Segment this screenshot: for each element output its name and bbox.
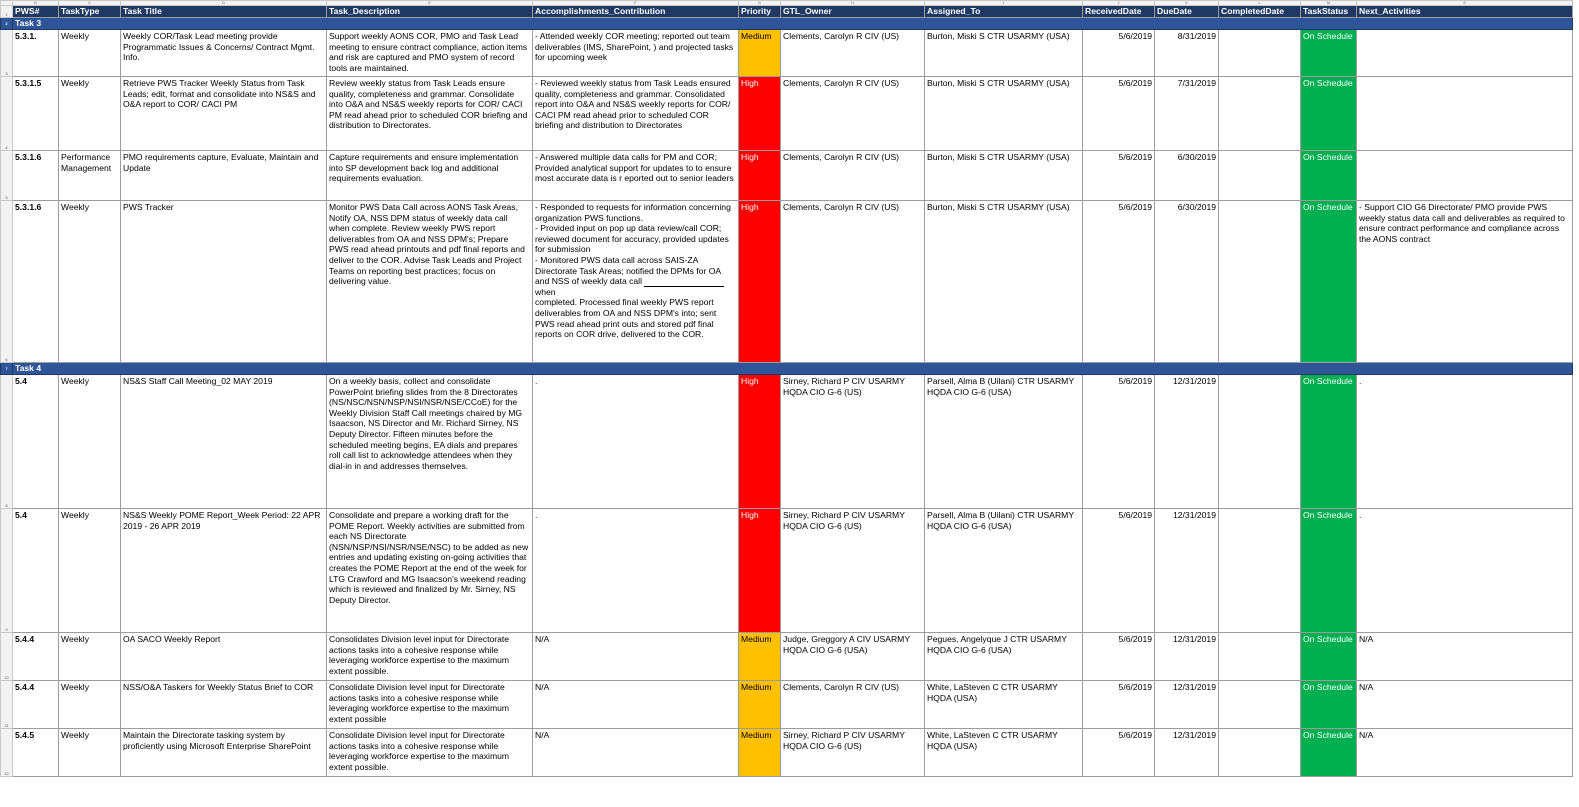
cell-assigned-to[interactable]: Parsell, Alma B (Uilani) CTR USARMY HQDA CIO G-6 (USA) [925,509,1083,633]
row-number[interactable]: 2 [1,18,13,30]
cell-due-date[interactable]: 12/31/2019 [1155,375,1219,509]
cell-gtl-owner[interactable]: Judge, Greggory A CIV USARMY HQDA CIO G-6 (USA) [781,633,925,681]
cell-completed-date[interactable] [1219,375,1301,509]
row-number[interactable]: 10 [1,633,13,681]
cell-tasktype[interactable]: Weekly [59,375,121,509]
cell-assigned-to[interactable]: Burton, Miski S CTR USARMY (USA) [925,30,1083,77]
cell-task-title[interactable]: NS&S Staff Call Meeting_02 MAY 2019 [121,375,327,509]
row-number[interactable]: 3 [1,30,13,77]
row-number[interactable]: 1 [1,6,13,18]
cell-task-title[interactable]: PMO requirements capture, Evaluate, Maintain and Update [121,151,327,201]
cell-task-status[interactable]: On Schedule [1301,729,1357,777]
table-row [1,681,1573,729]
cell-task-status[interactable]: On Schedule [1301,201,1357,363]
cell-next-activities[interactable]: . [1357,509,1573,633]
cell-due-date[interactable]: 7/31/2019 [1155,77,1219,151]
column-letter[interactable]: J [1083,1,1155,6]
cell-accomplishments[interactable]: N/A [533,681,739,729]
accomplishments-text: when [535,286,556,297]
cell-next-activities[interactable] [1357,30,1573,77]
column-letter[interactable]: H [781,1,925,6]
header-completed-date[interactable]: CompletedDate [1219,6,1301,18]
cell-accomplishments[interactable]: . [533,509,739,633]
section-row-task4 [1,363,1573,375]
header-due-date[interactable]: DueDate [1155,6,1219,18]
cell-due-date[interactable]: 12/31/2019 [1155,681,1219,729]
cell-completed-date[interactable] [1219,509,1301,633]
cell-accomplishments[interactable]: N/A [533,633,739,681]
cell-accomplishments[interactable]: N/A [533,729,739,777]
cell-received-date[interactable]: 5/6/2019 [1083,375,1155,509]
cell-tasktype[interactable]: Performance Management [59,151,121,201]
cell-assigned-to[interactable]: Burton, Miski S CTR USARMY (USA) [925,151,1083,201]
accomplishments-text: - Responded to requests for information concerning organization PWS functions. - Provided input on pop up data review/call COR; reviewed document for accuracy, provided updates for submission - Monitored PWS data call across SAIS-ZA Directorate Task Areas; notified the DPMs for OA and NSS of weekly data call [535,202,731,287]
cell-completed-date[interactable] [1219,77,1301,151]
cell-next-activities[interactable] [1357,77,1573,151]
cell-gtl-owner[interactable]: Sirney, Richard P CIV USARMY HQDA CIO G-6 (US) [781,375,925,509]
table-row [1,633,1573,681]
row-number[interactable]: 6 [1,201,13,363]
cell-tasktype[interactable]: Weekly [59,729,121,777]
cell-task-description[interactable]: Consolidate Division level input for Directorate actions tasks into a cohesive response while leveraging workforce expertise to the maximum extent possible [327,681,533,729]
underline-blank [644,278,724,287]
cell-due-date[interactable]: 8/31/2019 [1155,30,1219,77]
cell-assigned-to[interactable]: Parsell, Alma B (Uilani) CTR USARMY HQDA CIO G-6 (USA) [925,375,1083,509]
cell-assigned-to[interactable]: White, LaSteven C CTR USARMY HQDA (USA) [925,681,1083,729]
cell-received-date[interactable]: 5/6/2019 [1083,681,1155,729]
cell-completed-date[interactable] [1219,633,1301,681]
cell-received-date[interactable]: 5/6/2019 [1083,151,1155,201]
cell-received-date[interactable]: 5/6/2019 [1083,633,1155,681]
cell-priority[interactable]: Medium [739,729,781,777]
cell-accomplishments[interactable] [533,201,739,363]
cell-next-activities[interactable]: N/A [1357,681,1573,729]
cell-assigned-to[interactable]: White, LaSteven C CTR USARMY HQDA (USA) [925,729,1083,777]
cell-due-date[interactable]: 12/31/2019 [1155,729,1219,777]
row-number[interactable]: 7 [1,363,13,375]
cell-pws[interactable]: 5.4.4 [13,681,59,729]
header-accomplishments[interactable]: Accomplishments_Contribution [533,6,739,18]
column-letter[interactable]: B [13,1,59,6]
cell-task-description[interactable]: Consolidate Division level input for Directorate actions tasks into a cohesive response while leveraging workforce expertise to the maximum extent possible. [327,729,533,777]
column-letter[interactable]: I [925,1,1083,6]
cell-task-status[interactable]: On Schedule [1301,509,1357,633]
cell-tasktype[interactable]: Weekly [59,681,121,729]
column-letter[interactable]: G [739,1,781,6]
header-next-activities[interactable]: Next_Activities [1357,6,1573,18]
cell-task-description[interactable]: Consolidate and prepare a working draft for the POME Report. Weekly activities are submitted from each NS Directorate (NSN/NSP/NSI/NSR/NSE/NSC) to be added as new entries and updating existing on-going activities that creates the POME Report at the end of the week for LTG Crawford and MG Isaacson's weekend reading which is reviewed and finalized by Mr. Sirney, NS Deputy Director. [327,509,533,633]
cell-tasktype[interactable]: Weekly [59,77,121,151]
header-task-title[interactable]: Task Title [121,6,327,18]
cell-gtl-owner[interactable]: Sirney, Richard P CIV USARMY HQDA CIO G-6 (US) [781,729,925,777]
section-row-task3 [1,18,1573,30]
header-task-status[interactable]: TaskStatus [1301,6,1357,18]
table-row [1,509,1573,633]
column-letter[interactable]: L [1219,1,1301,6]
cell-due-date[interactable]: 6/30/2019 [1155,201,1219,363]
column-letter[interactable]: C [59,1,121,6]
cell-pws[interactable]: 5.4.5 [13,729,59,777]
cell-completed-date[interactable] [1219,201,1301,363]
cell-completed-date[interactable] [1219,151,1301,201]
cell-tasktype[interactable]: Weekly [59,633,121,681]
cell-priority[interactable]: Medium [739,633,781,681]
cell-due-date[interactable]: 12/31/2019 [1155,633,1219,681]
cell-pws[interactable]: 5.3.1. [13,30,59,77]
cell-task-status[interactable]: On Schedule [1301,681,1357,729]
cell-task-title[interactable]: OA SACO Weekly Report [121,633,327,681]
column-letter[interactable]: K [1155,1,1219,6]
cell-task-status[interactable]: On Schedule [1301,633,1357,681]
cell-pws[interactable]: 5.4.4 [13,633,59,681]
cell-task-description[interactable]: Review weekly status from Task Leads ensure quality, completeness and grammar. Consolidate into O&A and NS&S weekly reports for COR/ CACI PM read ahead prior to scheduled COR briefing and distribution to Directorates. [327,77,533,151]
cell-task-description[interactable]: On a weekly basis, collect and consolidate PowerPoint briefing slides from the 8 Directorates (NS/NSC/NSN/NSP/NSI/NSR/NSE/CCoE) for the Weekly Division Staff Call meetings chaired by MG Isaacson, NS Director and Mr. Richard Sirney, NS Deputy Director. Fifteen minutes before the scheduled meeting begins, EA dials and prepares roll call list to acknowledge attendees when they dial-in in and addresses themselves. [327,375,533,509]
cell-task-title[interactable]: Weekly COR/Task Lead meeting provide Programmatic Issues & Concerns/ Contract Mgmt. Info. [121,30,327,77]
cell-task-title[interactable]: NS&S Weekly POME Report_Week Period: 22 APR 2019 - 26 APR 2019 [121,509,327,633]
row-number[interactable]: 5 [1,151,13,201]
cell-next-activities[interactable] [1357,151,1573,201]
cell-pws[interactable]: 5.3.1.6 [13,201,59,363]
cell-received-date[interactable]: 5/6/2019 [1083,30,1155,77]
table-row [1,77,1573,151]
cell-received-date[interactable]: 5/6/2019 [1083,729,1155,777]
cell-next-activities[interactable]: N/A [1357,633,1573,681]
cell-tasktype[interactable]: Weekly [59,201,121,363]
column-letter[interactable]: D [121,1,327,6]
table-row [1,201,1573,363]
header-task-description[interactable]: Task_Description [327,6,533,18]
header-pws[interactable]: PWS# [13,6,59,18]
header-gtl-owner[interactable]: GTL_Owner [781,6,925,18]
cell-gtl-owner[interactable]: Clements, Carolyn R CIV (US) [781,30,925,77]
table-row [1,729,1573,777]
cell-task-title[interactable]: Retrieve PWS Tracker Weekly Status from Task Leads; edit, format and consolidate into NS&S and O&A report to COR/ CACI PM [121,77,327,151]
cell-priority[interactable]: High [739,201,781,363]
header-priority[interactable]: Priority [739,6,781,18]
cell-task-title[interactable]: PWS Tracker [121,201,327,363]
cell-task-status[interactable]: On Schedule [1301,151,1357,201]
row-number[interactable]: 4 [1,77,13,151]
cell-gtl-owner[interactable]: Sirney, Richard P CIV USARMY HQDA CIO G-6 (US) [781,509,925,633]
cell-completed-date[interactable] [1219,729,1301,777]
cell-due-date[interactable]: 6/30/2019 [1155,151,1219,201]
cell-pws[interactable]: 5.3.1.5 [13,77,59,151]
cell-task-description[interactable]: Consolidates Division level input for Directorate actions tasks into a cohesive response while leveraging workforce expertise to the maximum extent possible. [327,633,533,681]
cell-priority[interactable]: High [739,151,781,201]
cell-next-activities[interactable]: N/A [1357,729,1573,777]
cell-priority[interactable]: High [739,509,781,633]
row-number[interactable]: 12 [1,729,13,777]
cell-task-status[interactable]: On Schedule [1301,375,1357,509]
cell-received-date[interactable]: 5/6/2019 [1083,77,1155,151]
cell-task-description[interactable]: Support weekly AONS COR, PMO and Task Lead meeting to ensure contract compliance, action items and risk are captured and PMO system of record tools are maintained. [327,30,533,77]
header-row [1,6,1573,18]
header-tasktype[interactable]: TaskType [59,6,121,18]
cell-gtl-owner[interactable]: Clements, Carolyn R CIV (US) [781,77,925,151]
cell-priority[interactable]: Medium [739,681,781,729]
cell-accomplishments[interactable]: - Reviewed weekly status from Task Leads ensured quality, completeness and grammar. Consolidated report into O&A and NS&S weekly reports for COR/ CACI PM read ahead prior to scheduled COR briefing and distribution to Directorates [533,77,739,151]
cell-pws[interactable]: 5.4 [13,375,59,509]
cell-task-status[interactable]: On Schedule [1301,77,1357,151]
table-row [1,151,1573,201]
cell-task-title[interactable]: NSS/O&A Taskers for Weekly Status Brief to COR [121,681,327,729]
cell-accomplishments[interactable]: . [533,375,739,509]
section-label[interactable]: Task 3 [13,18,1573,30]
table-row [1,375,1573,509]
cell-tasktype[interactable]: Weekly [59,30,121,77]
cell-pws[interactable]: 5.4 [13,509,59,633]
column-letter[interactable]: E [327,1,533,6]
cell-assigned-to[interactable]: Pegues, Angelyque J CTR USARMY HQDA CIO G-6 (USA) [925,633,1083,681]
cell-gtl-owner[interactable]: Clements, Carolyn R CIV (US) [781,201,925,363]
cell-completed-date[interactable] [1219,30,1301,77]
cell-assigned-to[interactable]: Burton, Miski S CTR USARMY (USA) [925,201,1083,363]
cell-accomplishments[interactable]: - Answered multiple data calls for PM and COR; Provided analytical support for updates to to ensure most accurate data is r eported out to senior leaders [533,151,739,201]
row-number[interactable]: 11 [1,681,13,729]
cell-tasktype[interactable]: Weekly [59,509,121,633]
table-row [1,30,1573,77]
cell-accomplishments[interactable]: - Attended weekly COR meeting; reported out team deliverables (IMS, SharePoint, ) and projected tasks for upcoming week [533,30,739,77]
column-letter[interactable]: S [1357,1,1573,6]
cell-priority[interactable]: Medium [739,30,781,77]
cell-due-date[interactable]: 12/31/2019 [1155,509,1219,633]
row-number[interactable]: 8 [1,375,13,509]
cell-next-activities[interactable]: - Support CIO G6 Directorate/ PMO provide PWS weekly status data call and deliverables as required to ensure contract performance and compliance across the AONS contract [1357,201,1573,363]
cell-gtl-owner[interactable]: Clements, Carolyn R CIV (US) [781,151,925,201]
cell-next-activities[interactable]: . [1357,375,1573,509]
column-letter[interactable]: F [533,1,739,6]
header-assigned-to[interactable]: Assigned_To [925,6,1083,18]
cell-task-description[interactable]: Capture requirements and ensure implementation into SP development back log and additional requirements evaluation. [327,151,533,201]
cell-priority[interactable]: High [739,375,781,509]
cell-received-date[interactable]: 5/6/2019 [1083,509,1155,633]
cell-received-date[interactable]: 5/6/2019 [1083,201,1155,363]
cell-task-title[interactable]: Maintain the Directorate tasking system by proficiently using Microsoft Enterprise SharePoint [121,729,327,777]
cell-gtl-owner[interactable]: Clements, Carolyn R CIV (US) [781,681,925,729]
cell-completed-date[interactable] [1219,681,1301,729]
cell-assigned-to[interactable]: Burton, Miski S CTR USARMY (USA) [925,77,1083,151]
accomplishments-text: completed. Processed final weekly PWS report deliverables from OA and NSS DPM's into; sent PWS read ahead print outs and stored pdf final reports on COR drive, delivered to the COR. [535,297,717,340]
row-number[interactable]: 9 [1,509,13,633]
section-label[interactable]: Task 4 [13,363,1573,375]
column-letter[interactable]: M [1301,1,1357,6]
cell-priority[interactable]: High [739,77,781,151]
header-received-date[interactable]: ReceivedDate [1083,6,1155,18]
cell-task-status[interactable]: On Schedule [1301,30,1357,77]
cell-task-description[interactable]: Monitor PWS Data Call across AONS Task Areas, Notify OA, NSS DPM status of weekly data call when complete. Review weekly PWS report deliverables from OA and NSS DPM's; Prepare PWS read ahead printouts and pdf final reports and deliver to the COR. Advise Task Leads and Project Teams on reporting best practices; focus on delivering value. [327,201,533,363]
cell-pws[interactable]: 5.3.1.6 [13,151,59,201]
